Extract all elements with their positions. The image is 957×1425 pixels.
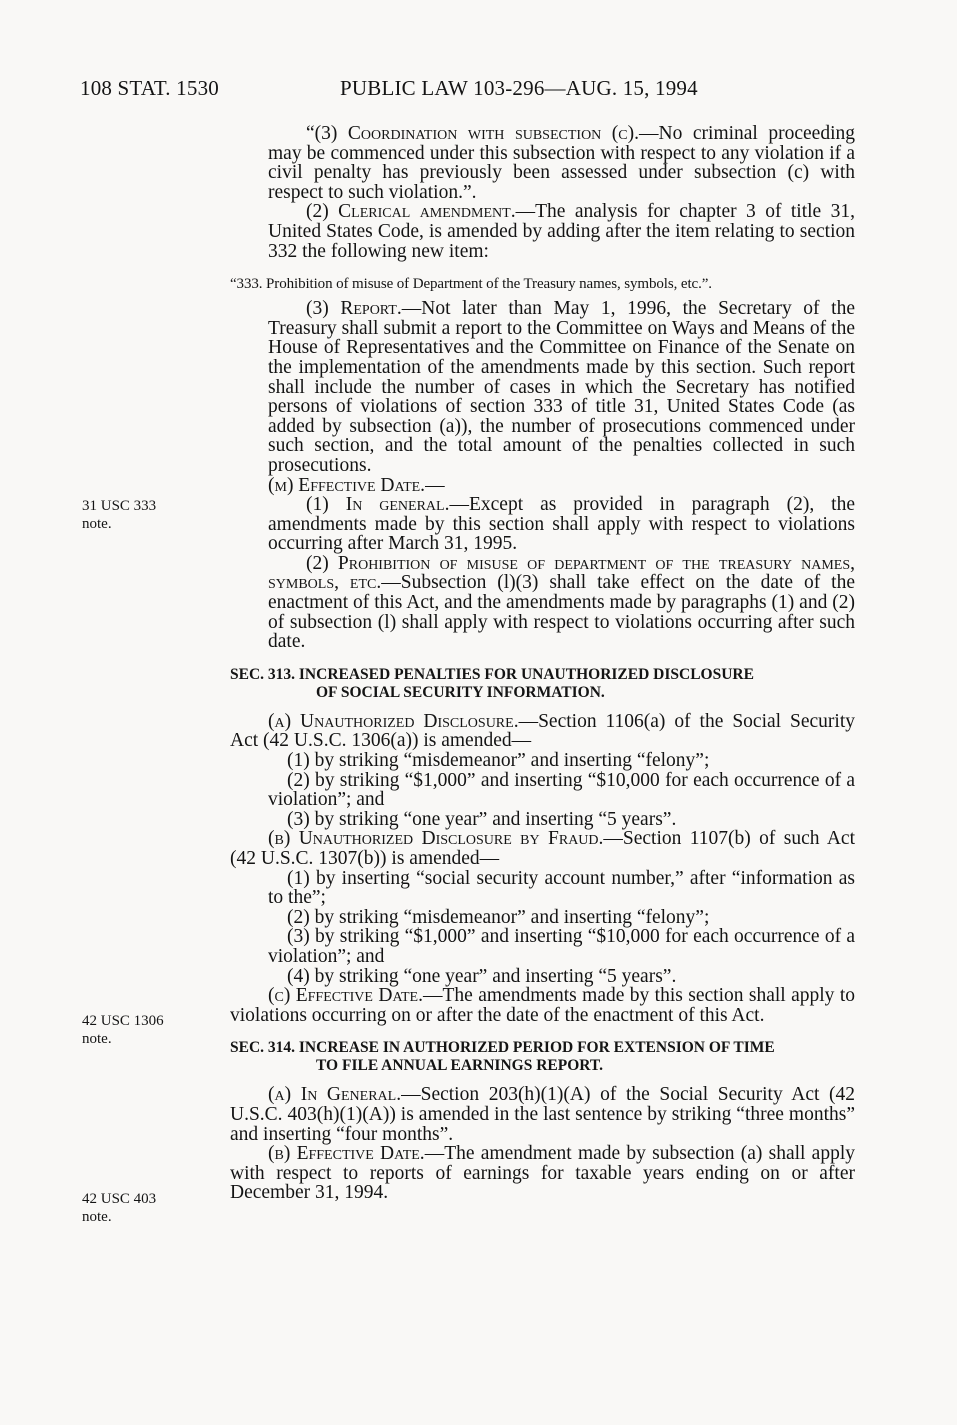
document-body bbox=[230, 124, 855, 1203]
section-313-heading: SEC. 313. INCREASED PENALTIES FOR UNAUTHORIZED DISCLOSURE OF SOCIAL SECURITY INFORMATION. bbox=[230, 665, 754, 701]
section-314-heading: SEC. 314. INCREASE IN AUTHORIZED PERIOD FOR EXTENSION OF TIME TO FILE ANNUAL EARNINGS REPORT. bbox=[230, 1039, 775, 1075]
paragraph-report: (3) Report.—Not later than May 1, 1996, the Secretary of the Treasury shall submit a report to the Committee on Ways and Means of the House of Representatives and the Committee on Finance of the Senate on the implementation of the amendments made by this section. Such report shall include the number of cases in which the Secretary has notified persons of violations of section 333 of title 31, United States Code (as added by subsection (a)), the number of prosecutions commenced under such section, and the total amount of the penalties collected in such prosecutions. bbox=[268, 298, 855, 476]
clause-313-b3: (3) by striking “$1,000” and inserting “$10,000 for each occurrence of a violation”; and bbox=[268, 926, 855, 967]
subsection-313-a: (a) Unauthorized Disclosure.—Section 1106(a) of the Social Security Act (42 U.S.C. 1306(a)) is amended— bbox=[230, 710, 855, 752]
paragraph-m2-prohibition: (2) Prohibition of misuse of department of the treasury names, symbols, etc.—Subsection (l)(3) shall take effect on the date of the enactment of this Act, and the amendments made by paragraphs (1) and (2) of subsection (l) shall apply with respect to violations occurring after such date. bbox=[268, 552, 855, 653]
clause-313-b4: (4) by striking “one year” and inserting “5 years”. bbox=[287, 965, 677, 987]
paragraph-m1-in-general: (1) In general.—Except as provided in paragraph (2), the amendments made by this section shall apply with respect to violations occurring after March 31, 1995. bbox=[268, 494, 855, 555]
margin-note-42-usc-403: 42 USC 403 note. bbox=[82, 1191, 157, 1225]
clause-313-a1: (1) by striking “misdemeanor” and inserting “felony”; bbox=[287, 750, 710, 772]
paragraph-clerical-amendment: (2) Clerical amendment.—The analysis for chapter 3 of title 31, United States Code, is amended by adding after the item relating to section 332 the following new item: bbox=[268, 201, 856, 262]
subsection-314-b: (b) Effective Date.—The amendment made by subsection (a) shall apply with respect to reports of earnings for taxable years ending on or after December 31, 1994. bbox=[230, 1143, 855, 1204]
clause-313-a3: (3) by striking “one year” and inserting “5 years”. bbox=[287, 808, 677, 830]
clause-313-a2: (2) by striking “$1,000” and inserting “$10,000 for each occurrence of a violation”; and bbox=[268, 769, 855, 811]
margin-note-31-usc-333: 31 USC 333 note. bbox=[82, 498, 157, 532]
subsection-m-effective-date: (m) Effective Date.— bbox=[268, 474, 445, 496]
clause-313-b1: (1) by inserting “social security account number,” after “information as to the”; bbox=[268, 867, 855, 909]
subsection-313-b: (b) Unauthorized Disclosure by Fraud.—Section 1107(b) of such Act (42 U.S.C. 1307(b)) is amended— bbox=[230, 828, 855, 869]
analysis-item-333: “333. Prohibition of misuse of Department of the Treasury names, symbols, etc.”. bbox=[230, 276, 712, 293]
margin-note-42-usc-1306: 42 USC 1306 note. bbox=[82, 1013, 164, 1047]
subsection-313-c: (c) Effective Date.—The amendments made by this section shall apply to violations occurring on or after the date of the enactment of this Act. bbox=[230, 985, 855, 1026]
running-header: PUBLIC LAW 103-296—AUG. 15, 1994 bbox=[340, 76, 698, 100]
clause-313-b2: (2) by striking “misdemeanor” and inserting “felony”; bbox=[287, 906, 710, 928]
paragraph-coordination: “(3) Coordination with subsection (c).—No criminal proceeding may be commenced under this subsection with respect to any violation if a civil penalty has previously been assessed under subsection (c) with respect to such violation.”. bbox=[268, 123, 855, 203]
stat-page-number: 108 STAT. 1530 bbox=[80, 76, 219, 100]
subsection-314-a: (a) In General.—Section 203(h)(1)(A) of the Social Security Act (42 U.S.C. 403(h)(1)(A)) is amended in the last sentence by striking “three months” and inserting “four months”. bbox=[230, 1084, 855, 1145]
